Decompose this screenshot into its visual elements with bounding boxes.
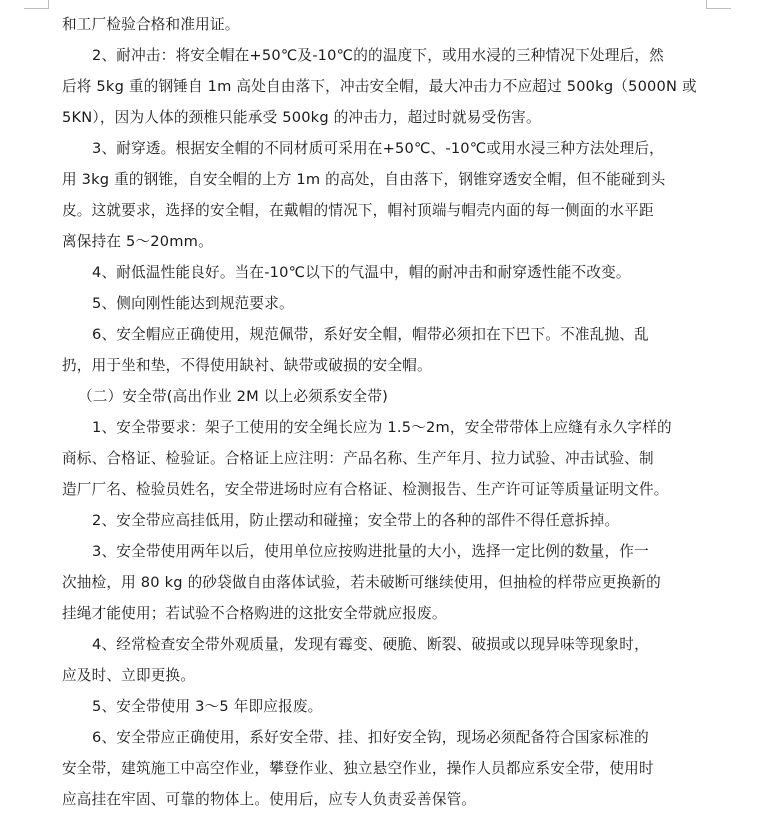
text-line: 1、安全带要求：架子工使用的安全绳长应为 1.5～2m，安全带带体上应缝有永久字样的 (92, 419, 672, 436)
text-line: 挂绳才能使用；若试验不合格购进的这批安全带就应报废。 (62, 605, 447, 622)
text-line: 2、安全带应高挂低用，防止摆动和碰撞；安全带上的各种的部件不得任意拆掉。 (92, 512, 620, 529)
text-line: 用 3kg 重的钢锥，自安全帽的上方 1m 的高处，自由落下，钢锥穿透安全帽，但不能碰到头 (62, 171, 666, 188)
right-margin-corner-mark (706, 0, 731, 9)
document-body (62, 9, 712, 815)
text-line: 安全带，建筑施工中高空作业，攀登作业、独立悬空作业，操作人员都应系安全带，使用时 (62, 760, 654, 777)
text-line: 5、安全带使用 3～5 年即应报废。 (92, 698, 323, 715)
text-line: 应高挂在牢固、可靠的物体上。使用后，应专人负责妥善保管。 (62, 791, 477, 808)
text-line: 离保持在 5～20mm。 (62, 233, 213, 250)
text-line: 和工厂检验合格和准用证。 (62, 16, 240, 33)
text-line: 扔，用于坐和垫，不得使用缺衬、缺带或破损的安全帽。 (62, 357, 432, 374)
text-line: 次抽检，用 80 kg 的砂袋做自由落体试验，若未破断可继续使用，但抽检的样带应更换新的 (62, 574, 661, 591)
text-line: 6、安全带应正确使用，系好安全带、挂、扣好安全钩，现场必须配备符合国家标准的 (92, 729, 649, 746)
text-line: 造厂厂名、检验员姓名，安全带进场时应有合格证、检测报告、生产许可证等质量证明文件。 (62, 481, 669, 498)
text-line: 皮。这就要求，选择的安全帽，在戴帽的情况下，帽衬顶端与帽壳内面的每一侧面的水平距 (62, 202, 654, 219)
text-line: 2、耐冲击：将安全帽在+50℃及-10℃的的温度下，或用水浸的三种情况下处理后，然 (92, 47, 664, 64)
text-line: 3、耐穿透。根据安全帽的不同材质可采用在+50℃、-10℃或用水浸三种方法处理后， (92, 140, 664, 157)
text-line: 后将 5kg 重的钢锤自 1m 高处自由落下，冲击安全帽，最大冲击力不应超过 500kg（5000N 或 (62, 78, 697, 95)
text-line: 4、耐低温性能良好。当在-10℃以下的气温中，帽的耐冲击和耐穿透性能不改变。 (92, 264, 631, 281)
text-line: 应及时、立即更换。 (62, 667, 196, 684)
text-line: 5、侧向刚性能达到规范要求。 (92, 295, 294, 312)
text-line: 6、安全帽应正确使用，规范佩带，系好安全帽，帽带必须扣在下巴下。不准乱抛、乱 (92, 326, 649, 343)
text-line: 5KN），因为人体的颈椎只能承受 500kg 的冲击力，超过时就易受伤害。 (62, 109, 541, 126)
section-heading: （二）安全带(高出作业 2M 以上必须系安全带) (78, 388, 389, 405)
text-line: 3、安全带使用两年以后，使用单位应按购进批量的大小，选择一定比例的数量，作一 (92, 543, 649, 560)
text-line: 商标、合格证、检验证。合格证上应注明：产品名称、生产年月、拉力试验、冲击试验、制 (62, 450, 654, 467)
left-margin-corner-mark (24, 0, 49, 9)
text-line: 4、经常检查安全带外观质量，发现有霉变、硬脆、断裂、破损或以现异味等现象时， (92, 636, 649, 653)
